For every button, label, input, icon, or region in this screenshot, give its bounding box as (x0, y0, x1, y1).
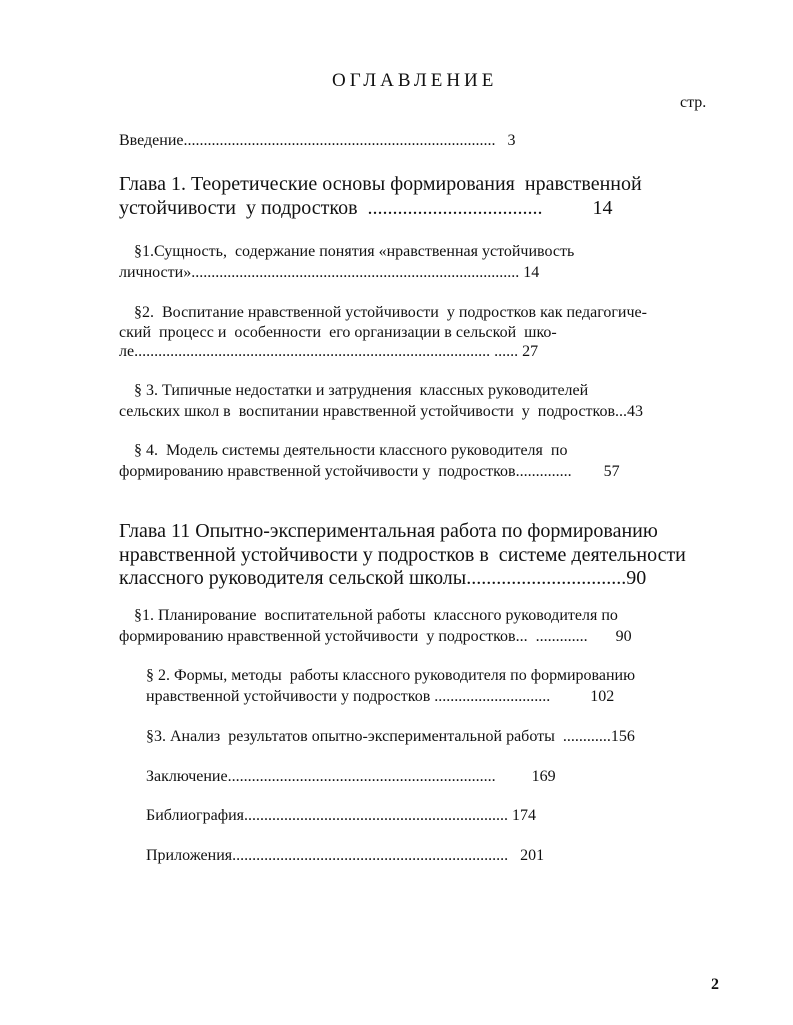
toc-bibliography: Библиография.................................................................. 174 (146, 807, 536, 824)
toc-s2-2-line2: нравственной устойчивости у подростков ............................. 102 (146, 688, 615, 705)
toc-s1-1-line2: личности».................................................................................. 14 (119, 264, 540, 281)
toc-s1-3-line2: сельских школ в воспитании нравственной устойчивости у подростков...43 (119, 403, 644, 420)
toc-s1-2-line2: ский процесс и особенности его организации в сельской шко- (119, 324, 557, 341)
toc-s1-3-line1: § 3. Типичные недостатки и затруднения классных руководителей (134, 382, 589, 399)
toc-chapter2-line2: нравственной устойчивости у подростков в системе деятельности (119, 544, 686, 566)
toc-chapter1-line1: Глава 1. Теоретические основы формирования нравственной (119, 173, 642, 195)
toc-entry-intro: Введение.............................................................................. 3 (119, 132, 516, 149)
page-title: ОГЛАВЛЕНИЕ (332, 70, 498, 91)
toc-s2-2-line1: § 2. Формы, методы работы классного руководителя по формированию (146, 667, 636, 684)
toc-s1-4-line1: § 4. Модель системы деятельности классного руководителя по (134, 442, 568, 459)
toc-s1-4-line2: формированию нравственной устойчивости у подростков.............. 57 (119, 463, 620, 480)
toc-chapter2-line3: классного руководителя сельской школы................................90 (119, 567, 647, 589)
toc-s2-1-line2: формированию нравственной устойчивости у подростков... ............. 90 (119, 628, 632, 645)
toc-s1-2-line3: ле......................................................................................... ...... 27 (119, 343, 539, 360)
toc-s2-1-line1: §1. Планирование воспитательной работы классного руководителя по (134, 607, 618, 624)
toc-appendix: Приложения..................................................................... 201 (146, 847, 545, 864)
toc-s1-1-line1: §1.Сущность, содержание понятия «нравственная устойчивость (134, 243, 575, 260)
toc-chapter2-line1: Глава 11 Опытно-экспериментальная работа по формированию (119, 520, 658, 542)
toc-s2-3: §3. Анализ результатов опытно-экспериментальной работы ............156 (146, 728, 635, 745)
toc-chapter1-line2: устойчивости у подростков ................................... 14 (119, 197, 613, 219)
toc-s1-2-line1: §2. Воспитание нравственной устойчивости у подростков как педагогиче- (134, 304, 647, 321)
page-column-label: стр. (680, 94, 707, 111)
toc-conclusion: Заключение................................................................... 169 (146, 768, 556, 785)
page-number: 2 (711, 976, 719, 993)
